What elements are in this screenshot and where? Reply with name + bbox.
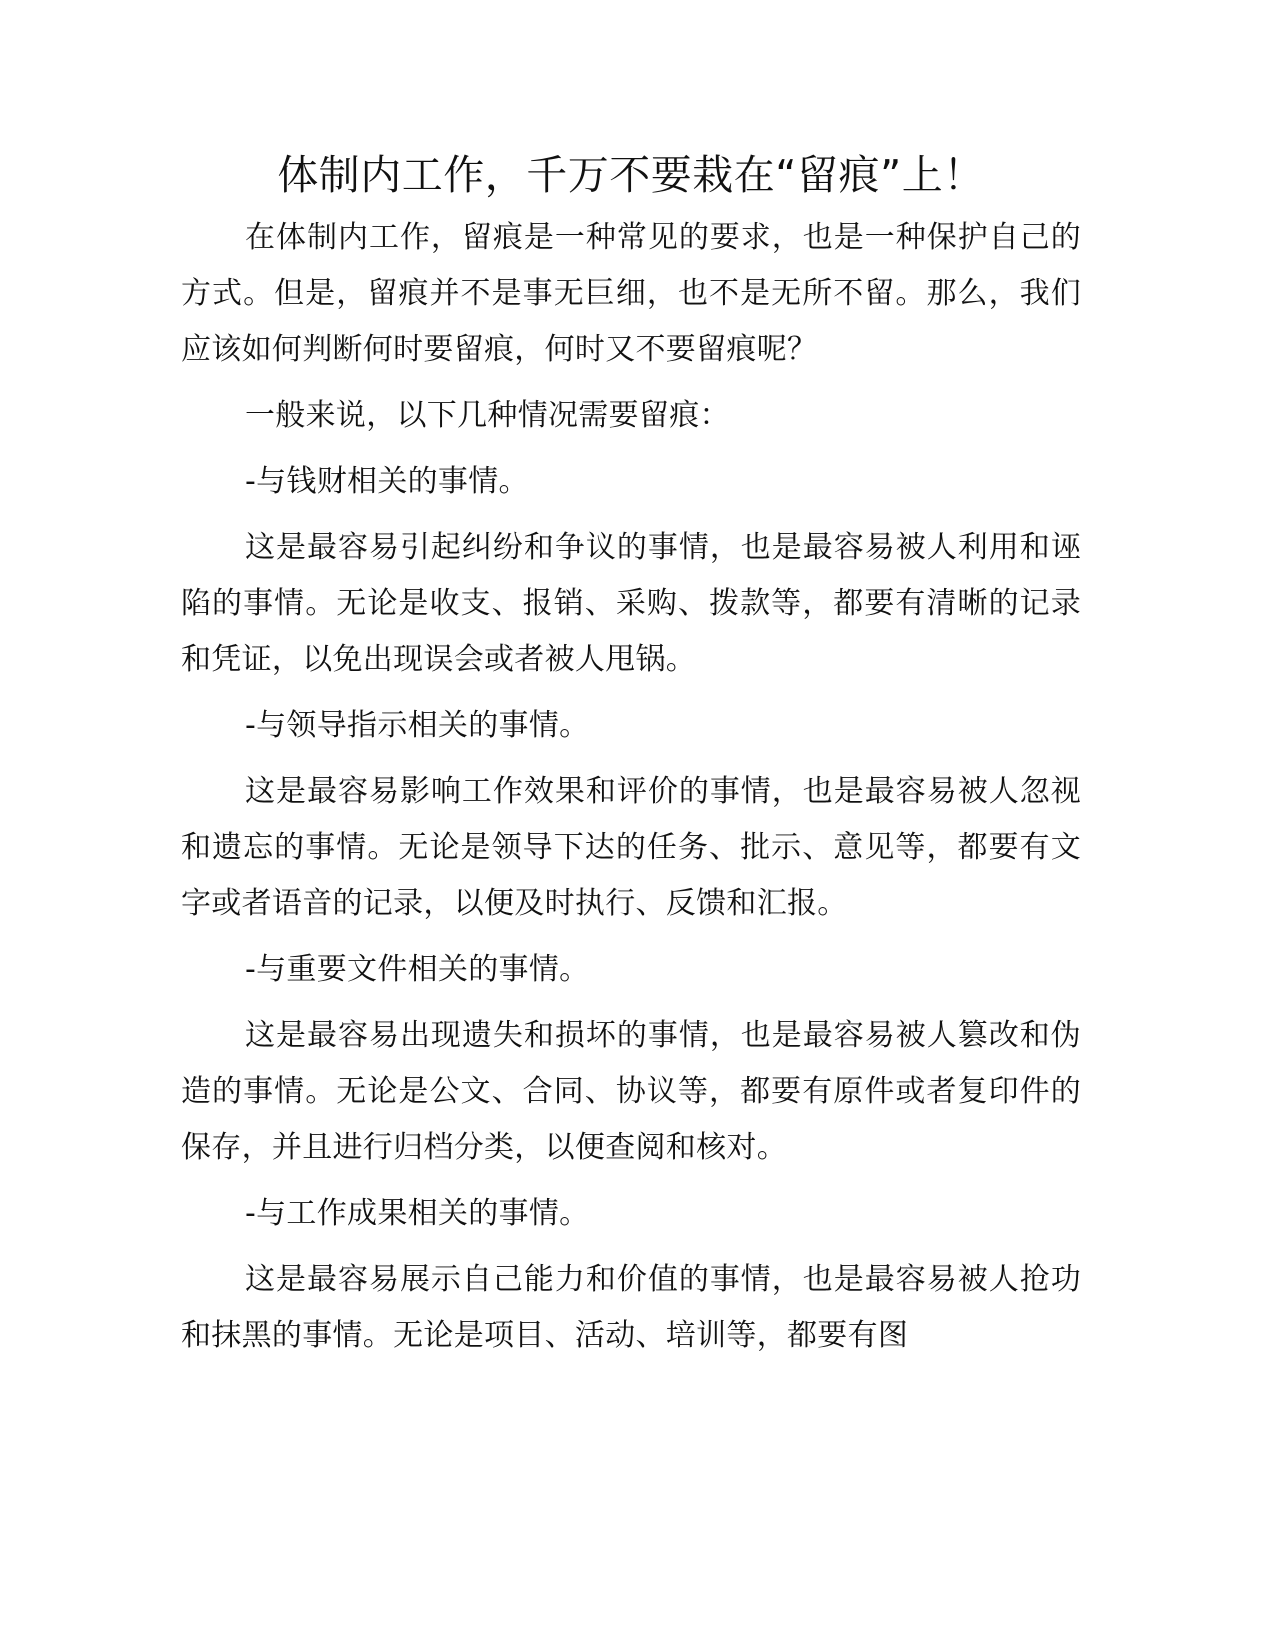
paragraph-documents: 这是最容易出现遗失和损坏的事情，也是最容易被人篡改和伪造的事情。无论是公文、合同、协议等，都要有原件或者复印件的保存，并且进行归档分类，以便查阅和核对。 — [181, 1018, 1081, 1165]
item-heading-documents: -与重要文件相关的事情。 — [245, 952, 590, 987]
item-heading-results: -与工作成果相关的事情。 — [245, 1196, 590, 1231]
paragraph-summary: 一般来说，以下几种情况需要留痕： — [245, 398, 730, 433]
paragraph-money: 这是最容易引起纠纷和争议的事情，也是最容易被人利用和诬陷的事情。无论是收支、报销、采购、拨款等，都要有清晰的记录和凭证，以免出现误会或者被人甩锅。 — [181, 530, 1081, 677]
paragraph-results: 这是最容易展示自己能力和价值的事情，也是最容易被人抢功和抹黑的事情。无论是项目、活动、培训等，都要有图 — [181, 1262, 1081, 1353]
paragraph-leadership: 这是最容易影响工作效果和评价的事情，也是最容易被人忽视和遗忘的事情。无论是领导下达的任务、批示、意见等，都要有文字或者语音的记录，以便及时执行、反馈和汇报。 — [181, 774, 1081, 921]
paragraph-intro: 在体制内工作，留痕是一种常见的要求，也是一种保护自己的方式。但是，留痕并不是事无巨细，也不是无所不留。那么，我们应该如何判断何时要留痕，何时又不要留痕呢？ — [181, 220, 1081, 367]
document-title: 体制内工作，千万不要栽在“留痕”上！ — [277, 151, 985, 199]
document-page — [181, 140, 1081, 1364]
item-heading-leadership: -与领导指示相关的事情。 — [245, 708, 590, 743]
item-heading-money: -与钱财相关的事情。 — [245, 464, 529, 499]
